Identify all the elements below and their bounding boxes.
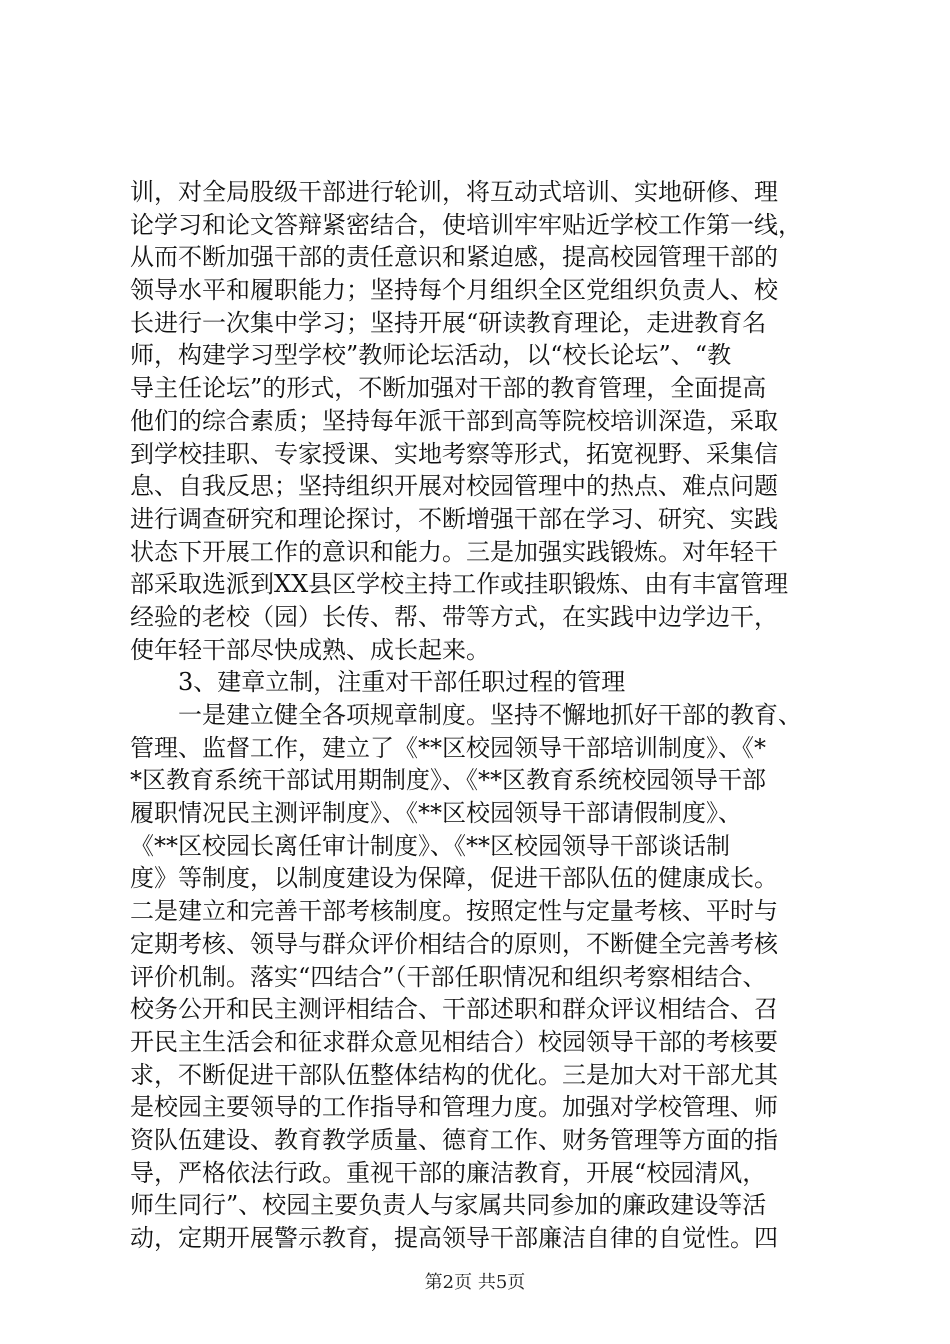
text-line: 动，定期开展警示教育，提高领导干部廉洁自律的自觉性。四 bbox=[130, 1224, 778, 1252]
text-line: 领导水平和履职能力；坚持每个月组织全区党组织负责人、校 bbox=[130, 276, 778, 305]
text-line: 部采取选派到XX县区学校主持工作或挂职锻炼、由有丰富管理 bbox=[130, 570, 789, 599]
text-line: 息、自我反思；坚持组织开展对校园管理中的热点、难点问题 bbox=[130, 472, 778, 501]
section-heading: 3、建章立制，注重对干部任职过程的管理 bbox=[178, 668, 626, 697]
text-line: 校务公开和民主测评相结合、干部述职和群众评议相结合、召 bbox=[130, 995, 778, 1024]
page-footer bbox=[0, 1271, 950, 1295]
text-line: 师，构建学习型学校”教师论坛活动，以“校长论坛”、“教 bbox=[130, 341, 732, 370]
text-line: 管理、监督工作，建立了《**区校园领导干部培训制度》、《* bbox=[130, 733, 766, 762]
page-indicator: 第2页 共5页 bbox=[424, 1272, 526, 1293]
text-line: 二是建立和完善干部考核制度。按照定性与定量考核、平时与 bbox=[130, 897, 778, 926]
text-line: 开民主生活会和征求群众意见相结合）校园领导干部的考核要 bbox=[130, 1027, 778, 1056]
text-line: 求，不断促进干部队伍整体结构的优化。三是加大对干部尤其 bbox=[130, 1060, 778, 1089]
text-line: 师生同行”、校园主要负责人与家属共同参加的廉政建设等活 bbox=[130, 1191, 767, 1220]
text-line: 一是建立健全各项规章制度。坚持不懈地抓好干部的教育、 bbox=[178, 701, 802, 729]
text-line: 他们的综合素质；坚持每年派干部到高等院校培训深造，采取 bbox=[130, 406, 778, 435]
text-line: 度》等制度，以制度建设为保障，促进干部队伍的健康成长。 bbox=[130, 864, 778, 893]
text-line: 履职情况民主测评制度》、《**区校园领导干部请假制度》、 bbox=[130, 799, 742, 828]
text-line: 定期考核、领导与群众评价相结合的原则，不断健全完善考核 bbox=[130, 929, 778, 958]
text-line: 资队伍建设、教育教学质量、德育工作、财务管理等方面的指 bbox=[130, 1125, 778, 1154]
text-line: 导，严格依法行政。重视干部的廉洁教育，开展“校园清风， bbox=[130, 1158, 767, 1187]
text-line: 状态下开展工作的意识和能力。三是加强实践锻炼。对年轻干 bbox=[130, 537, 778, 566]
text-line: 长进行一次集中学习；坚持开展“研读教育理论，走进教育名 bbox=[130, 308, 767, 337]
text-line: 使年轻干部尽快成熟、成长起来。 bbox=[130, 635, 490, 664]
text-line: *区教育系统干部试用期制度》、《**区教育系统校园领导干部 bbox=[130, 766, 766, 795]
text-line: 评价机制。落实“四结合”（干部任职情况和组织考察相结合、 bbox=[130, 962, 767, 991]
text-line: 论学习和论文答辩紧密结合，使培训牢牢贴近学校工作第一线， bbox=[130, 210, 802, 239]
text-line: 到学校挂职、专家授课、实地考察等形式，拓宽视野、采集信 bbox=[130, 439, 778, 468]
text-line: 是校园主要领导的工作指导和管理力度。加强对学校管理、师 bbox=[130, 1093, 778, 1122]
text-line: 训，对全局股级干部进行轮训，将互动式培训、实地研修、理 bbox=[130, 178, 778, 206]
text-line: 经验的老校（园）长传、帮、带等方式，在实践中边学边干， bbox=[130, 602, 778, 631]
text-line: 进行调查研究和理论探讨，不断增强干部在学习、研究、实践 bbox=[130, 504, 778, 533]
document-body bbox=[130, 176, 830, 1255]
text-line: 导主任论坛”的形式，不断加强对干部的教育管理，全面提高 bbox=[130, 374, 767, 403]
text-line: 从而不断加强干部的责任意识和紧迫感，提高校园管理干部的 bbox=[130, 243, 778, 272]
text-line: 《**区校园长离任审计制度》、《**区校园领导干部谈话制 bbox=[130, 831, 730, 860]
